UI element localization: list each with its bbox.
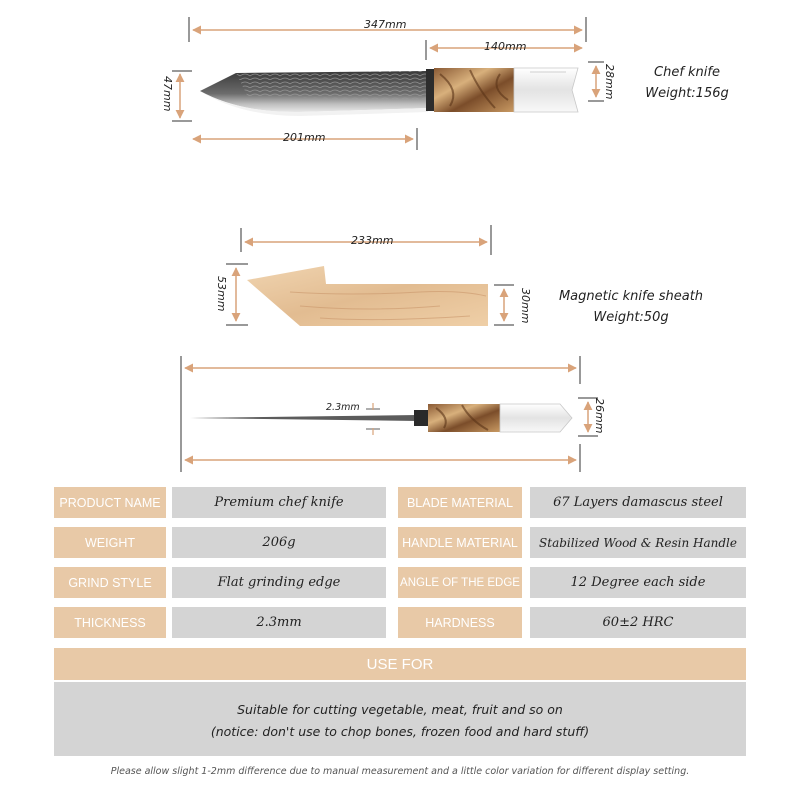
spec-value-weight: 206g bbox=[172, 527, 386, 558]
handle-height-dimension bbox=[588, 62, 604, 101]
spec-value-hardness: 60±2 HRC bbox=[530, 607, 746, 638]
spec-label-grind-style: GRIND STYLE bbox=[54, 567, 166, 598]
spec-label-handle-material: HANDLE MATERIAL bbox=[398, 527, 522, 558]
blade-length-label: 201mm bbox=[283, 131, 326, 144]
blade-height-label: 47mm bbox=[161, 76, 174, 112]
sheath-right-height-dimension bbox=[494, 285, 514, 325]
sheath-weight: Weight:50g bbox=[593, 310, 669, 325]
spec-label-edge-angle: ANGLE OF THE EDGE bbox=[398, 567, 522, 598]
footnote: Please allow slight 1-2mm difference due to manual measurement and a little color variation for different display setting. bbox=[110, 766, 690, 777]
sheath-caption bbox=[546, 286, 716, 328]
handle-height-label: 28mm bbox=[603, 64, 616, 100]
use-for-body bbox=[54, 682, 746, 756]
sheath-left-height-dimension bbox=[226, 264, 248, 325]
spec-label-product-name: PRODUCT NAME bbox=[54, 487, 166, 518]
use-for-line-2: (notice: don't use to chop bones, frozen food and hard stuff) bbox=[210, 724, 590, 739]
blade-height-dimension bbox=[172, 71, 192, 121]
total-length-label: 347mm bbox=[364, 18, 407, 31]
handle-length-label: 140mm bbox=[484, 40, 527, 53]
spec-value-grind-style: Flat grinding edge bbox=[172, 567, 386, 598]
side-thickness-label: 2.3mm bbox=[326, 402, 360, 413]
spec-value-handle-material: Stabilized Wood & Resin Handle bbox=[530, 527, 746, 558]
side-handle-thickness-label: 26mm bbox=[593, 398, 606, 434]
spec-value-product-name: Premium chef knife bbox=[172, 487, 386, 518]
use-for-line-1: Suitable for cutting vegetable, meat, fruit and so on bbox=[237, 702, 563, 717]
spec-label-thickness: THICKNESS bbox=[54, 607, 166, 638]
spec-value-edge-angle: 12 Degree each side bbox=[530, 567, 746, 598]
sheath-length-label: 233mm bbox=[351, 234, 394, 247]
use-for-header: USE FOR bbox=[54, 648, 746, 680]
spec-value-blade-material: 67 Layers damascus steel bbox=[530, 487, 746, 518]
chef-knife-caption bbox=[612, 62, 762, 104]
sheath-image bbox=[247, 266, 488, 326]
spec-label-blade-material: BLADE MATERIAL bbox=[398, 487, 522, 518]
side-view-knife-image bbox=[190, 404, 572, 432]
spec-value-thickness: 2.3mm bbox=[172, 607, 386, 638]
chef-knife-image bbox=[200, 68, 578, 116]
spec-label-hardness: HARDNESS bbox=[398, 607, 522, 638]
chef-knife-weight: Weight:156g bbox=[645, 86, 729, 101]
sheath-right-height-label: 30mm bbox=[519, 288, 532, 324]
sheath-name: Magnetic knife sheath bbox=[558, 289, 704, 304]
sheath-left-height-label: 53mm bbox=[215, 276, 228, 312]
chef-knife-name: Chef knife bbox=[654, 65, 720, 80]
spec-label-weight: WEIGHT bbox=[54, 527, 166, 558]
